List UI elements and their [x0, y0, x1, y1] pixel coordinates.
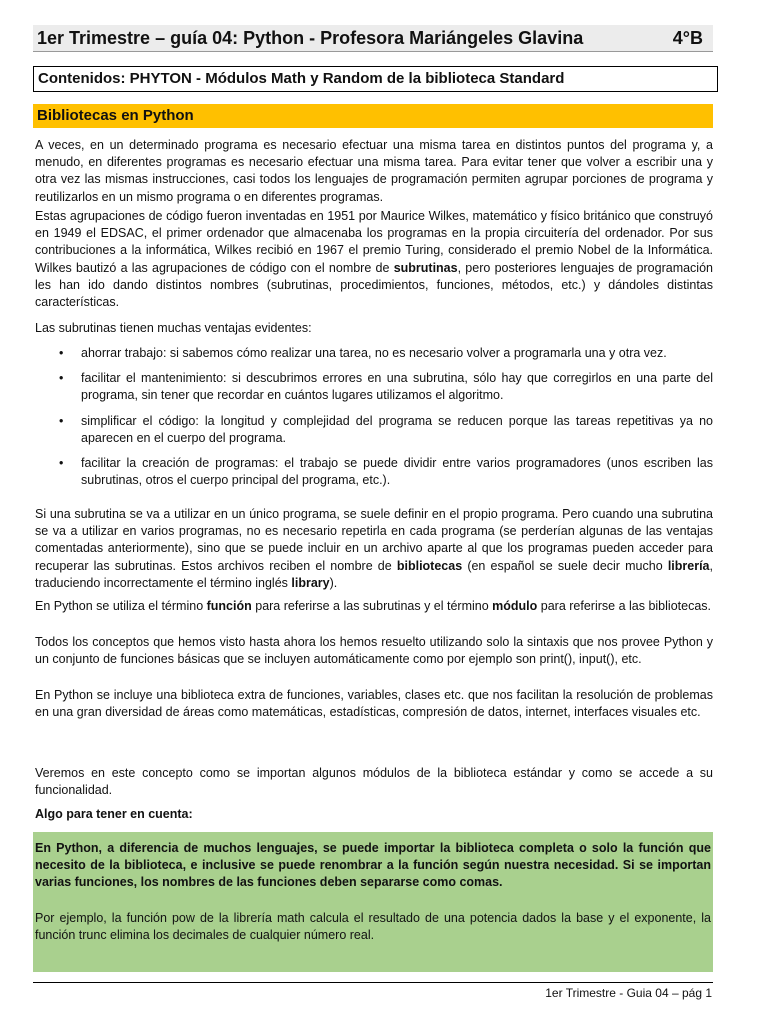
paragraph-2: [35, 208, 713, 311]
list-item-text: facilitar la creación de programas: el trabajo se puede dividir entre varios programadores (unos escriben las subrutinas, otros el cuerpo principal del programa, etc.).: [81, 456, 713, 488]
p4-text-c: (en español se suele decir mucho: [462, 558, 668, 573]
p4-text-a: Si una subrutina se va a utilizar en un único programa, se suele definir en el propio programa. Pero cuando una subrutina se va a utilizar en varios programas, no es necesario repetirla en cada programa (se perderían algunas de las ventajas comentadas anteriormente), sino que se puede incluir en un archivo aparte al que los programas pueden acceder para recuperar las subrutinas. Estos archivos reciben el nombre de: [35, 507, 713, 573]
list-item: [35, 455, 713, 489]
p5-text-e: para referirse a las bibliotecas.: [537, 599, 711, 613]
term-subrutinas: subrutinas: [393, 260, 458, 275]
p5-text-c: para referirse a las subrutinas y el término: [251, 599, 493, 613]
list-item: [35, 370, 713, 404]
paragraph-libraries: [35, 506, 713, 592]
header-grade: 4°B: [672, 28, 703, 48]
highlight-box: [33, 832, 713, 972]
paragraph-8: Veremos en este concepto como se importan algunos módulos de la biblioteca estándar y como se accede a su funcionalidad.: [35, 766, 713, 798]
paragraph-standard-library: [35, 765, 713, 799]
highlight-bold-text: En Python, a diferencia de muchos lenguajes, se puede importar la biblioteca completa o solo la función que necesito de la biblioteca, e inclusive se puede renombrar a la función según nuestra necesidad. Si se importan varias funciones, los nombres de las funciones deben separarse como comas.: [35, 841, 711, 890]
paragraph-6: Todos los conceptos que hemos visto hasta ahora los hemos resuelto utilizando solo la sintaxis que nos provee Python y un conjunto de funciones básicas que se incluyen automáticamente como por ejemplo son print(), input(), etc.: [35, 635, 713, 667]
footer-divider: [33, 982, 713, 983]
page-footer: 1er Trimestre - Guia 04 – pág 1: [545, 986, 712, 1000]
paragraph-1: A veces, en un determinado programa es necesario efectuar una misma tarea en distintos puntos del programa y, a menudo, en diferentes programas es necesario efectuar una misma tarea. Para evitar tener que volver a escribir una y otra vez las mismas instrucciones, casi todos los lenguajes de programación permiten agrupar porciones de programa y reutilizarlos en un mismo programa o en diferentes programas.: [35, 138, 713, 204]
term-funcion: función: [206, 599, 252, 613]
bullet-icon: •: [59, 413, 64, 428]
list-item-text: facilitar el mantenimiento: si descubrimos errores en una subrutina, sólo hay que corregirlos en una parte del programa, sin tener que recordar en cuántos lugares utilizamos el algoritmo.: [81, 371, 713, 403]
paragraph-extra-library: [35, 687, 713, 721]
highlight-example-text: Por ejemplo, la función pow de la librería math calcula el resultado de una potencia dados la base y el exponente, la función trunc elimina los decimales de cualquier número real.: [35, 910, 711, 942]
paragraph-7: En Python se incluye una biblioteca extra de funciones, variables, clases etc. que nos facilitan la resolución de problemas en una gran diversidad de áreas como matemáticas, estadísticas, compresión de datos, internet, interfaces visuales etc.: [35, 688, 713, 720]
header-title: 1er Trimestre – guía 04: Python - Profesora Mariángeles Glavina: [37, 28, 584, 48]
contents-box: Contenidos: PHYTON - Módulos Math y Random de la biblioteca Standard: [33, 66, 718, 92]
paragraph-advantages-intro: [35, 320, 713, 337]
paragraph-terms: [35, 598, 713, 615]
list-item-text: simplificar el código: la longitud y complejidad del programa se reducen porque las tareas repetitivas ya no aparecen en el cuerpo del programa.: [81, 413, 713, 445]
term-library: library: [291, 575, 330, 590]
paragraph-concepts: [35, 634, 713, 668]
list-item-text: ahorrar trabajo: si sabemos cómo realizar una tarea, no es necesario volver a programarla una y otra vez.: [81, 346, 667, 360]
paragraph-intro: [35, 137, 713, 206]
paragraph-4: [35, 506, 713, 592]
p2-text-c: , pero posteriores lenguajes de programación les han ido dando distintos nombres (subrutinas, procedimientos, funciones, métodos, etc.) y dándoles distintas características.: [35, 260, 713, 310]
paragraph-3: Las subrutinas tienen muchas ventajas evidentes:: [35, 321, 312, 335]
list-item: [35, 345, 713, 362]
note-heading: [35, 806, 713, 823]
term-bibliotecas: bibliotecas: [396, 558, 463, 573]
p2-text-a: Estas agrupaciones de código fueron inventadas en 1951 por Maurice Wilkes, matemático y físico británico que construyó en 1949 el EDSAC, el primer ordenador que almacenaba los programas en la propia circuitería del ordenador. Por sus contribuciones a la informática, Wilkes recibió en 1967 el premio Turing, considerado el premio Nobel de la Informática. Wilkes bautizó a las agrupaciones de código con el nombre de: [35, 209, 713, 275]
paragraph-history: [35, 208, 713, 311]
note-title: [35, 806, 713, 823]
bullet-icon: •: [59, 456, 64, 471]
p4-text-e: , traduciendo incorrectamente el término inglés: [35, 558, 713, 590]
page-header: [33, 25, 713, 52]
advantages-list: [35, 345, 713, 489]
list-item: [35, 413, 713, 447]
bullet-icon: •: [59, 346, 64, 360]
paragraph-5: [35, 598, 713, 615]
p5-text-a: En Python se utiliza el término: [35, 599, 207, 613]
bullet-icon: •: [59, 371, 64, 386]
section-title: Bibliotecas en Python: [33, 104, 713, 128]
term-libreria: librería: [667, 558, 710, 573]
note-title-text: Algo para tener en cuenta:: [35, 807, 193, 821]
term-modulo: módulo: [492, 599, 538, 613]
p4-text-g: ).: [329, 575, 338, 590]
